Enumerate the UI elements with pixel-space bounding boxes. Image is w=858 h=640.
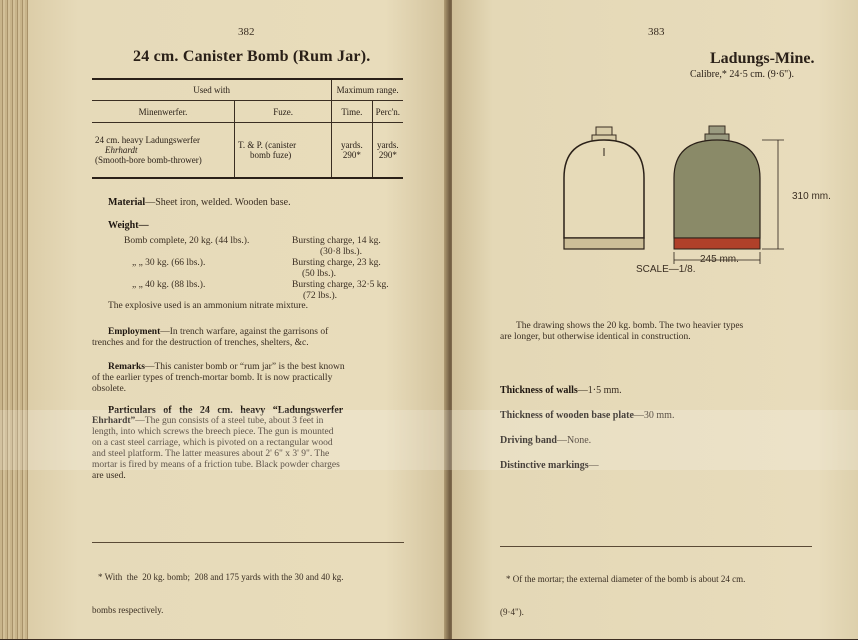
- right-footnote-line: * Of the mortar; the external diameter of the bomb is about 24 cm.: [506, 574, 746, 584]
- remarks-text-3: obsolete.: [92, 384, 127, 394]
- particulars-line: on a cast steel carriage, which is pivoted on a rectangular wood: [92, 438, 333, 448]
- walls-label: Thickness of walls: [500, 385, 578, 396]
- minenwerfer-line: Ehrhardt: [105, 145, 138, 155]
- left-footnote-rule: [92, 542, 404, 543]
- caption-line: The drawing shows the 20 kg. bomb. The two heavier types: [516, 321, 744, 331]
- scale-label: SCALE—1/8.: [636, 264, 696, 275]
- particulars-line: —The gun consists of a steel tube, about 3 feet in: [135, 416, 324, 426]
- left-page-title: 24 cm. Canister Bomb (Rum Jar).: [133, 48, 371, 65]
- markings-label: Distinctive markings: [500, 460, 589, 471]
- particulars-heading-2: Ehrhardt”: [92, 416, 136, 426]
- weight-row-3-a: „ „ 40 kg. (88 lbs.).: [132, 280, 206, 290]
- remarks-text-2: of the earlier types of trench-mortar bomb. It is now practically: [92, 373, 333, 383]
- weight-row-1-a: Bomb complete, 20 kg. (44 lbs.).: [124, 236, 250, 246]
- caption-line: are longer, but otherwise identical in construction.: [500, 332, 691, 342]
- watermark-band: [0, 410, 858, 470]
- minenwerfer-header: Minenwerfer.: [92, 101, 235, 123]
- particulars-heading: Particulars of the 24 cm. heavy “Ladungswerfer: [108, 405, 344, 416]
- fuze-line: bomb fuze): [250, 150, 292, 160]
- calibre-line: Calibre,* 24·5 cm. (9·6").: [690, 69, 795, 80]
- fuze-line: T. & P. (canister: [238, 140, 297, 150]
- particulars-line: length, into which screws the breech piece. The gun is mounted: [92, 427, 334, 437]
- weight-row-2-a: „ „ 30 kg. (66 lbs.).: [132, 258, 206, 268]
- width-dimension-label: 245 mm.: [700, 254, 739, 265]
- left-footnote: [92, 550, 343, 638]
- employment-label: Employment: [108, 327, 161, 337]
- right-footnote: [500, 552, 745, 640]
- markings-value: —: [588, 460, 599, 471]
- percn-cell: [372, 123, 403, 179]
- right-footnote-line: (9·4").: [500, 607, 524, 617]
- weight-row-1-c: (30·8 lbs.).: [320, 247, 362, 257]
- employment-text-2: trenches and for the destruction of trenches, shelters, &c.: [92, 338, 309, 348]
- right-page: [452, 0, 858, 639]
- height-dimension-label: 310 mm.: [792, 191, 831, 202]
- material-paragraph: [108, 197, 291, 208]
- explosive-note: The explosive used is an ammonium nitrate mixture.: [108, 301, 308, 311]
- max-range-header: Maximum range.: [332, 79, 403, 101]
- left-footnote-line: bombs respectively.: [92, 605, 164, 615]
- bomb-drawing: [552, 118, 814, 278]
- weight-row-2-b: Bursting charge, 23 kg.: [292, 258, 381, 268]
- minenwerfer-line: (Smooth-bore bomb-thrower): [95, 155, 202, 165]
- driving-band-value: —None.: [556, 435, 592, 446]
- used-with-header: Used with: [92, 79, 332, 101]
- base-plate-value: —30 mm.: [633, 410, 675, 421]
- right-page-title: Ladungs-Mine.: [710, 50, 815, 67]
- left-page-number: 382: [238, 26, 255, 38]
- remarks-paragraph: [92, 362, 408, 395]
- fuze-cell: [235, 123, 332, 179]
- bomb-outline-drawing: [564, 127, 644, 249]
- weight-label: Weight—: [108, 220, 149, 231]
- material-text: —Sheet iron, welded. Wooden base.: [145, 197, 291, 208]
- material-label: Material: [108, 197, 146, 208]
- remarks-text: —This canister bomb or “rum jar” is the best known: [144, 362, 345, 372]
- particulars-line: are used.: [92, 471, 126, 481]
- percn-value: 290*: [378, 150, 397, 160]
- time-header: Time.: [332, 101, 372, 123]
- particulars-line: mortar is fired by means of a friction tube. Black powder charges: [92, 460, 340, 470]
- drawing-caption: [500, 321, 816, 343]
- time-cell: [332, 123, 372, 179]
- percn-unit: yards.: [376, 140, 399, 150]
- employment-paragraph: [92, 327, 408, 349]
- time-value: 290*: [342, 150, 361, 160]
- left-footnote-line: * With the 20 kg. bomb; 208 and 175 yards with the 30 and 40 kg.: [98, 572, 344, 582]
- base-plate-label: Thickness of wooden base plate: [500, 410, 634, 421]
- time-unit: yards.: [341, 140, 363, 150]
- percn-header: Perc'n.: [372, 101, 403, 123]
- weight-row-1-b: Bursting charge, 14 kg.: [292, 236, 381, 246]
- fuze-header: Fuze.: [235, 101, 332, 123]
- remarks-label: Remarks: [108, 362, 145, 372]
- particulars-line: and steel platform. The latter measures about 2' 6" x 3' 9". The: [92, 449, 330, 459]
- weight-row-2-c: (50 lbs.).: [302, 269, 337, 279]
- bomb-section-drawing: [674, 126, 760, 249]
- right-footnote-rule: [500, 546, 812, 547]
- spec-table: [92, 78, 403, 179]
- weight-row-3-c: (72 lbs.).: [303, 291, 338, 301]
- right-page-number: 383: [648, 26, 665, 38]
- driving-band-label: Driving band: [500, 435, 557, 446]
- walls-value: —1·5 mm.: [577, 385, 622, 396]
- weight-row-3-b: Bursting charge, 32·5 kg.: [292, 280, 389, 290]
- employment-text: —In trench warfare, against the garrisons of: [160, 327, 329, 337]
- minenwerfer-line: 24 cm. heavy Ladungswerfer: [95, 135, 200, 145]
- walls-row: [500, 385, 622, 396]
- minenwerfer-cell: [92, 123, 235, 179]
